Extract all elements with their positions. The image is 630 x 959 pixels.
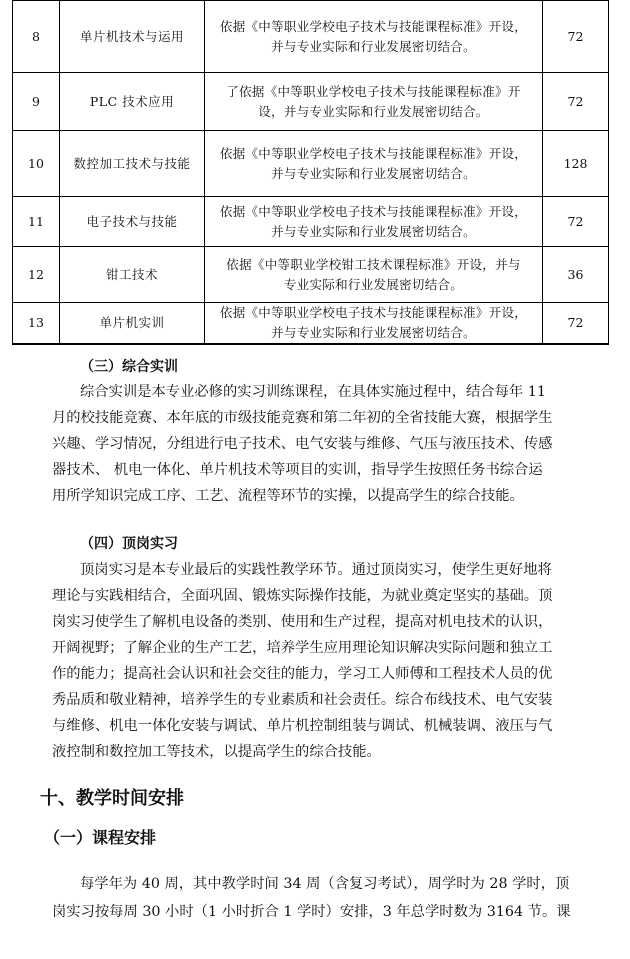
course-name: 单片机实训 [60, 303, 205, 345]
course-name: 钳工技术 [60, 247, 205, 303]
chapter-heading: 十、教学时间安排 [40, 788, 184, 809]
paragraph-line: 兴趣、学习情况，分组进行电子技术、电气安装与维修、气压与液压技术、传感 [52, 436, 553, 452]
paragraph-line: 作的能力；提高社会认识和社会交往的能力，学习工人师傅和工程技术人员的优 [52, 666, 553, 682]
course-description: 了依据《中等职业学校电子技术与技能课程标准》开 设，并与专业实际和行业发展密切结合。 [205, 73, 543, 131]
table-row [13, 247, 609, 303]
row-number: 12 [13, 247, 60, 303]
row-number: 10 [13, 131, 60, 197]
row-number: 11 [13, 197, 60, 247]
paragraph-line: 岗实习按每周 30 小时（1 小时折合 1 学时）安排，3 年总学时数为 3164 节。课 [52, 904, 571, 920]
row-number: 13 [13, 303, 60, 345]
table-row [13, 131, 609, 197]
table-row [13, 303, 609, 345]
paragraph-line: 与维修、机电一体化安装与调试、单片机控制组装与调试、机械装调、液压与气 [52, 718, 553, 734]
paragraph-line: 顶岗实习是本专业最后的实践性教学环节。通过顶岗实习，使学生更好地将 [80, 562, 552, 578]
course-table [12, 0, 609, 345]
course-description: 依据《中等职业学校电子技术与技能课程标准》开设， 并与专业实际和行业发展密切结合。 [205, 197, 543, 247]
table-row [13, 73, 609, 131]
course-description: 依据《中等职业学校电子技术与技能课程标准》开设， 并与专业实际和行业发展密切结合。 [205, 1, 543, 73]
course-hours: 128 [543, 131, 609, 197]
paragraph-line: 每学年为 40 周，其中教学时间 34 周（含复习考试），周学时为 28 学时，顶 [80, 876, 570, 892]
row-number: 8 [13, 1, 60, 73]
paragraph-line: 月的校技能竞赛、本年底的市级技能竞赛和第二年初的全省技能大赛，根据学生 [52, 410, 553, 426]
course-name: 数控加工技术与技能 [60, 131, 205, 197]
row-number: 9 [13, 73, 60, 131]
paragraph-line: 秀品质和敬业精神，培养学生的专业素质和社会责任。综合布线技术、电气安装 [52, 692, 553, 708]
paragraph-line: 液控制和数控加工等技术，以提高学生的综合技能。 [52, 744, 381, 760]
table-row [13, 197, 609, 247]
course-name: 单片机技术与运用 [60, 1, 205, 73]
paragraph-line: 综合实训是本专业必修的实习训练课程，在具体实施过程中，结合每年 11 [80, 384, 546, 400]
course-hours: 72 [543, 197, 609, 247]
course-description: 依据《中等职业学校钳工技术课程标准》开设，并与 专业实际和行业发展密切结合。 [205, 247, 543, 303]
section-heading: （一）课程安排 [44, 828, 157, 847]
course-description: 依据《中等职业学校电子技术与技能课程标准》开设， 并与专业实际和行业发展密切结合。 [205, 131, 543, 197]
table-row [13, 1, 609, 73]
section-heading: （四）顶岗实习 [80, 536, 178, 552]
course-name: PLC 技术应用 [60, 73, 205, 131]
paragraph-line: 岗实习使学生了解机电设备的类别、使用和生产过程，提高对机电技术的认识， [52, 614, 553, 630]
course-hours: 36 [543, 247, 609, 303]
paragraph-line: 用所学知识完成工序、工艺、流程等环节的实操，以提高学生的综合技能。 [52, 488, 524, 504]
course-hours: 72 [543, 1, 609, 73]
course-description: 依据《中等职业学校电子技术与技能课程标准》开设， 并与专业实际和行业发展密切结合。 [205, 303, 543, 345]
course-name: 电子技术与技能 [60, 197, 205, 247]
paragraph-line: 器技术、 机电一体化、单片机技术等项目的实训，指导学生按照任务书综合运 [52, 462, 543, 478]
section-heading: （三）综合实训 [80, 359, 178, 375]
paragraph-line: 开阔视野；了解企业的生产工艺，培养学生应用理论知识解决实际问题和独立工 [52, 640, 553, 656]
course-hours: 72 [543, 303, 609, 345]
course-hours: 72 [543, 73, 609, 131]
paragraph-line: 理论与实践相结合，全面巩固、锻炼实际操作技能，为就业奠定坚实的基础。顶 [52, 588, 553, 604]
